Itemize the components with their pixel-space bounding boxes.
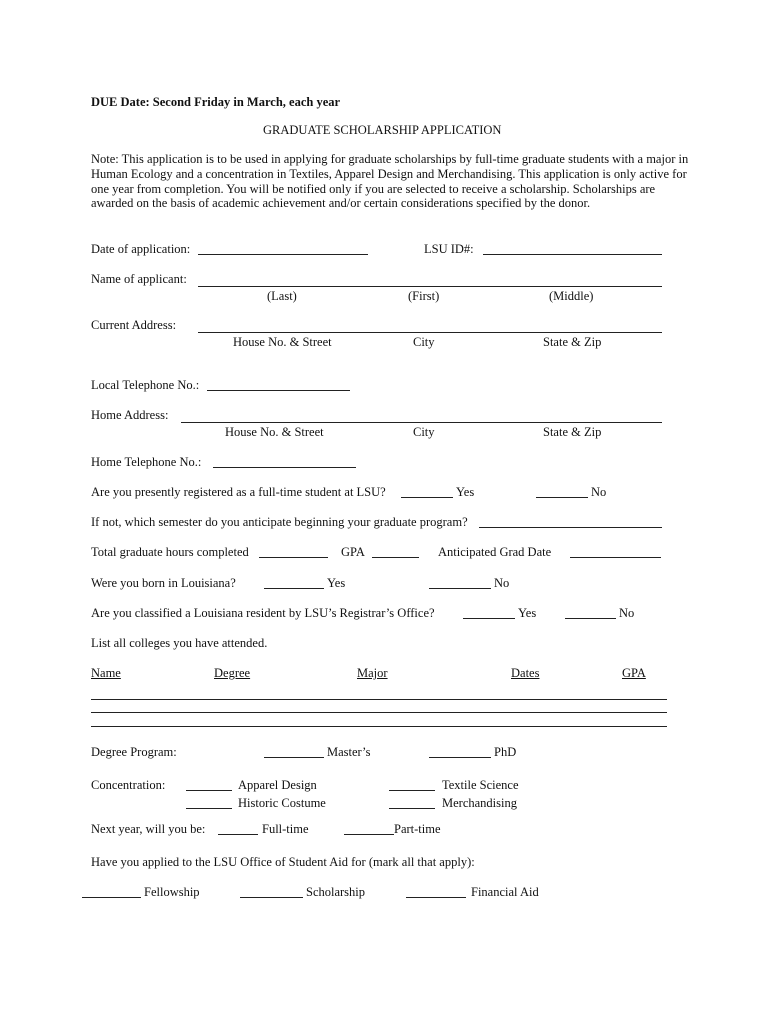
textile-science-label: Textile Science [442,778,519,792]
current-address-state-caption: State & Zip [543,335,602,349]
college-row-3[interactable] [91,726,667,727]
lsu-id-field[interactable] [483,254,662,255]
hours-completed-label: Total graduate hours completed [91,545,249,559]
apparel-design-blank[interactable] [186,790,232,791]
part-time-blank[interactable] [344,834,394,835]
born-louisiana-question: Were you born in Louisiana? [91,576,236,590]
gpa-label: GPA [341,545,365,559]
name-last-caption: (Last) [267,289,297,303]
colleges-header-degree: Degree [214,666,251,680]
born-louisiana-yes-label: Yes [327,576,346,590]
born-louisiana-no-blank[interactable] [429,588,491,589]
grad-date-field[interactable] [570,557,661,558]
colleges-header-dates: Dates [511,666,540,680]
resident-no-blank[interactable] [565,618,616,619]
financial-aid-blank[interactable] [406,897,466,898]
phd-blank[interactable] [429,757,491,758]
registered-yes-label: Yes [456,485,475,499]
current-address-street-caption: House No. & Street [233,335,332,349]
grad-date-label: Anticipated Grad Date [438,545,552,559]
name-of-applicant-field[interactable] [198,286,662,287]
born-louisiana-yes-blank[interactable] [264,588,324,589]
resident-yes-blank[interactable] [463,618,515,619]
apparel-design-label: Apparel Design [238,778,317,792]
home-address-street-caption: House No. & Street [225,425,324,439]
colleges-instruction: List all colleges you have attended. [91,636,268,650]
resident-no-label: No [619,606,635,620]
name-middle-caption: (Middle) [549,289,594,303]
local-telephone-label: Local Telephone No.: [91,378,200,392]
semester-field[interactable] [479,527,662,528]
textile-science-blank[interactable] [389,790,435,791]
masters-label: Master’s [327,745,371,759]
home-address-city-caption: City [413,425,435,439]
note-paragraph: Note: This application is to be used in applying for graduate scholarships by full-time graduate students with a major in Human Ecology and a concentration in Textiles, Apparel Design and Merchandising. This application is only active for one year from completion. You will be notified only if you are selected to receive a scholarship. Scholarships are awarded on the basis of academic achievement and/or certain considerations specified by the donor. [91,152,689,211]
fellowship-blank[interactable] [82,897,141,898]
phd-label: PhD [494,745,517,759]
colleges-header-gpa: GPA [622,666,646,680]
colleges-header-major: Major [357,666,388,680]
financial-aid-label: Financial Aid [471,885,539,899]
semester-question: If not, which semester do you anticipate beginning your graduate program? [91,515,468,529]
resident-question: Are you classified a Louisiana resident by LSU’s Registrar’s Office? [91,606,435,620]
home-address-state-caption: State & Zip [543,425,602,439]
current-address-field[interactable] [198,332,662,333]
scholarship-blank[interactable] [240,897,303,898]
current-address-city-caption: City [413,335,435,349]
date-of-application-label: Date of application: [91,242,191,256]
registered-no-label: No [591,485,607,499]
current-address-label: Current Address: [91,318,177,332]
home-telephone-field[interactable] [213,467,356,468]
home-address-label: Home Address: [91,408,169,422]
home-telephone-label: Home Telephone No.: [91,455,202,469]
fellowship-label: Fellowship [144,885,200,899]
part-time-label: Part-time [394,822,441,836]
local-telephone-field[interactable] [207,390,350,391]
merchandising-label: Merchandising [442,796,517,810]
date-of-application-field[interactable] [198,254,368,255]
registered-question: Are you presently registered as a full-time student at LSU? [91,485,386,499]
merchandising-blank[interactable] [389,808,435,809]
colleges-header-name: Name [91,666,121,680]
home-address-field[interactable] [181,422,662,423]
student-aid-question: Have you applied to the LSU Office of Student Aid for (mark all that apply): [91,855,475,869]
degree-program-label: Degree Program: [91,745,177,759]
name-first-caption: (First) [408,289,440,303]
resident-yes-label: Yes [518,606,537,620]
registered-yes-blank[interactable] [401,497,453,498]
scholarship-label: Scholarship [306,885,366,899]
lsu-id-label: LSU ID#: [424,242,474,256]
historic-costume-blank[interactable] [186,808,232,809]
full-time-label: Full-time [262,822,309,836]
concentration-label: Concentration: [91,778,166,792]
masters-blank[interactable] [264,757,324,758]
college-row-2[interactable] [91,712,667,713]
next-year-label: Next year, will you be: [91,822,206,836]
college-row-1[interactable] [91,699,667,700]
gpa-field[interactable] [372,557,419,558]
name-of-applicant-label: Name of applicant: [91,272,187,286]
full-time-blank[interactable] [218,834,258,835]
registered-no-blank[interactable] [536,497,588,498]
born-louisiana-no-label: No [494,576,510,590]
historic-costume-label: Historic Costume [238,796,326,810]
form-title: GRADUATE SCHOLARSHIP APPLICATION [263,123,502,137]
hours-completed-field[interactable] [259,557,328,558]
due-date: DUE Date: Second Friday in March, each year [91,95,341,109]
